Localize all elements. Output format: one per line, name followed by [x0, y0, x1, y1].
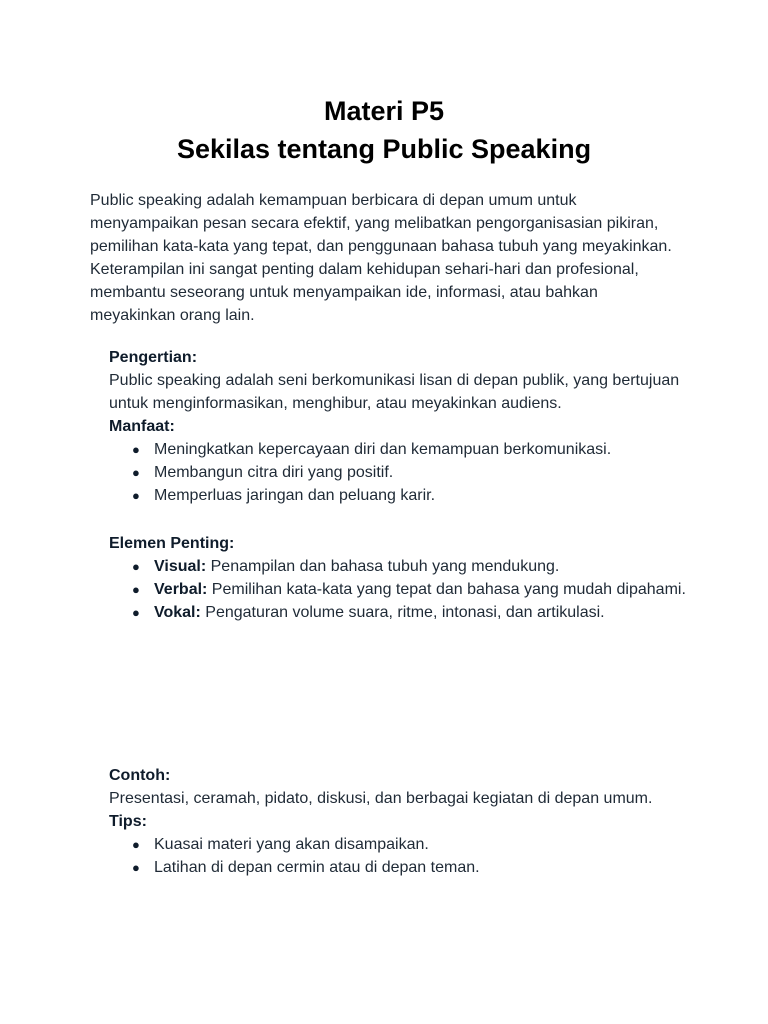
manfaat-list	[109, 438, 689, 507]
pengertian-label: Pengertian:	[109, 349, 198, 366]
section-pengertian-manfaat	[109, 346, 689, 507]
title-line-1: Materi P5	[323, 96, 445, 126]
bullet-icon: ●	[132, 465, 140, 480]
pengertian-text: Public speaking adalah seni berkomunikasi lisan di depan publik, yang bertujuan untuk menginformasikan, menghibur, atau meyakinkan audiens.	[109, 372, 680, 412]
elemen-label: Elemen Penting:	[109, 535, 235, 552]
intro-paragraph: Public speaking adalah kemampuan berbicara di depan umum untuk menyampaikan pesan secara efektif, yang melibatkan pengorganisasian pikiran, pemilihan kata-kata yang tepat, dan penggunaan bahasa tubuh yang meyakinkan. Keterampilan ini sangat penting dalam kehidupan sehari-hari dan profesional, membantu seseorang untuk menyampaikan ide, informasi, atau bahkan meyakinkan orang lain.	[90, 192, 672, 324]
section-elemen-penting	[109, 532, 689, 624]
tips-item-2: Latihan di depan cermin atau di depan teman.	[154, 859, 480, 876]
list-item	[109, 461, 689, 484]
contoh-label: Contoh:	[109, 767, 171, 784]
list-item	[109, 484, 689, 507]
elemen-term-verbal: Verbal:	[154, 581, 208, 598]
list-item	[109, 578, 689, 601]
list-item	[109, 555, 689, 578]
elemen-term-vokal: Vokal:	[154, 604, 201, 621]
bullet-icon: ●	[132, 605, 140, 620]
elemen-term-visual: Visual:	[154, 558, 207, 575]
bullet-icon: ●	[132, 442, 140, 457]
elemen-text-vokal: Pengaturan volume suara, ritme, intonasi, dan artikulasi.	[200, 604, 605, 621]
section-contoh-tips	[109, 764, 689, 879]
tips-list	[109, 833, 689, 879]
list-item	[109, 601, 689, 624]
bullet-icon: ●	[132, 860, 140, 875]
manfaat-item-1: Meningkatkan kepercayaan diri dan kemampuan berkomunikasi.	[154, 441, 612, 458]
bullet-icon: ●	[132, 837, 140, 852]
document-title	[0, 92, 768, 168]
list-item	[109, 833, 689, 856]
bullet-icon: ●	[132, 582, 140, 597]
tips-label: Tips:	[109, 813, 147, 830]
elemen-text-visual: Penampilan dan bahasa tubuh yang mendukung.	[206, 558, 560, 575]
bullet-icon: ●	[132, 488, 140, 503]
bullet-icon: ●	[132, 559, 140, 574]
list-item	[109, 856, 689, 879]
elemen-list	[109, 555, 689, 624]
manfaat-item-3: Memperluas jaringan dan peluang karir.	[154, 487, 436, 504]
manfaat-label: Manfaat:	[109, 418, 175, 435]
tips-item-1: Kuasai materi yang akan disampaikan.	[154, 836, 429, 853]
elemen-text-verbal: Pemilihan kata-kata yang tepat dan bahasa yang mudah dipahami.	[207, 581, 686, 598]
list-item	[109, 438, 689, 461]
contoh-text: Presentasi, ceramah, pidato, diskusi, dan berbagai kegiatan di depan umum.	[109, 790, 653, 807]
manfaat-item-2: Membangun citra diri yang positif.	[154, 464, 394, 481]
title-line-2: Sekilas tentang Public Speaking	[176, 134, 592, 164]
